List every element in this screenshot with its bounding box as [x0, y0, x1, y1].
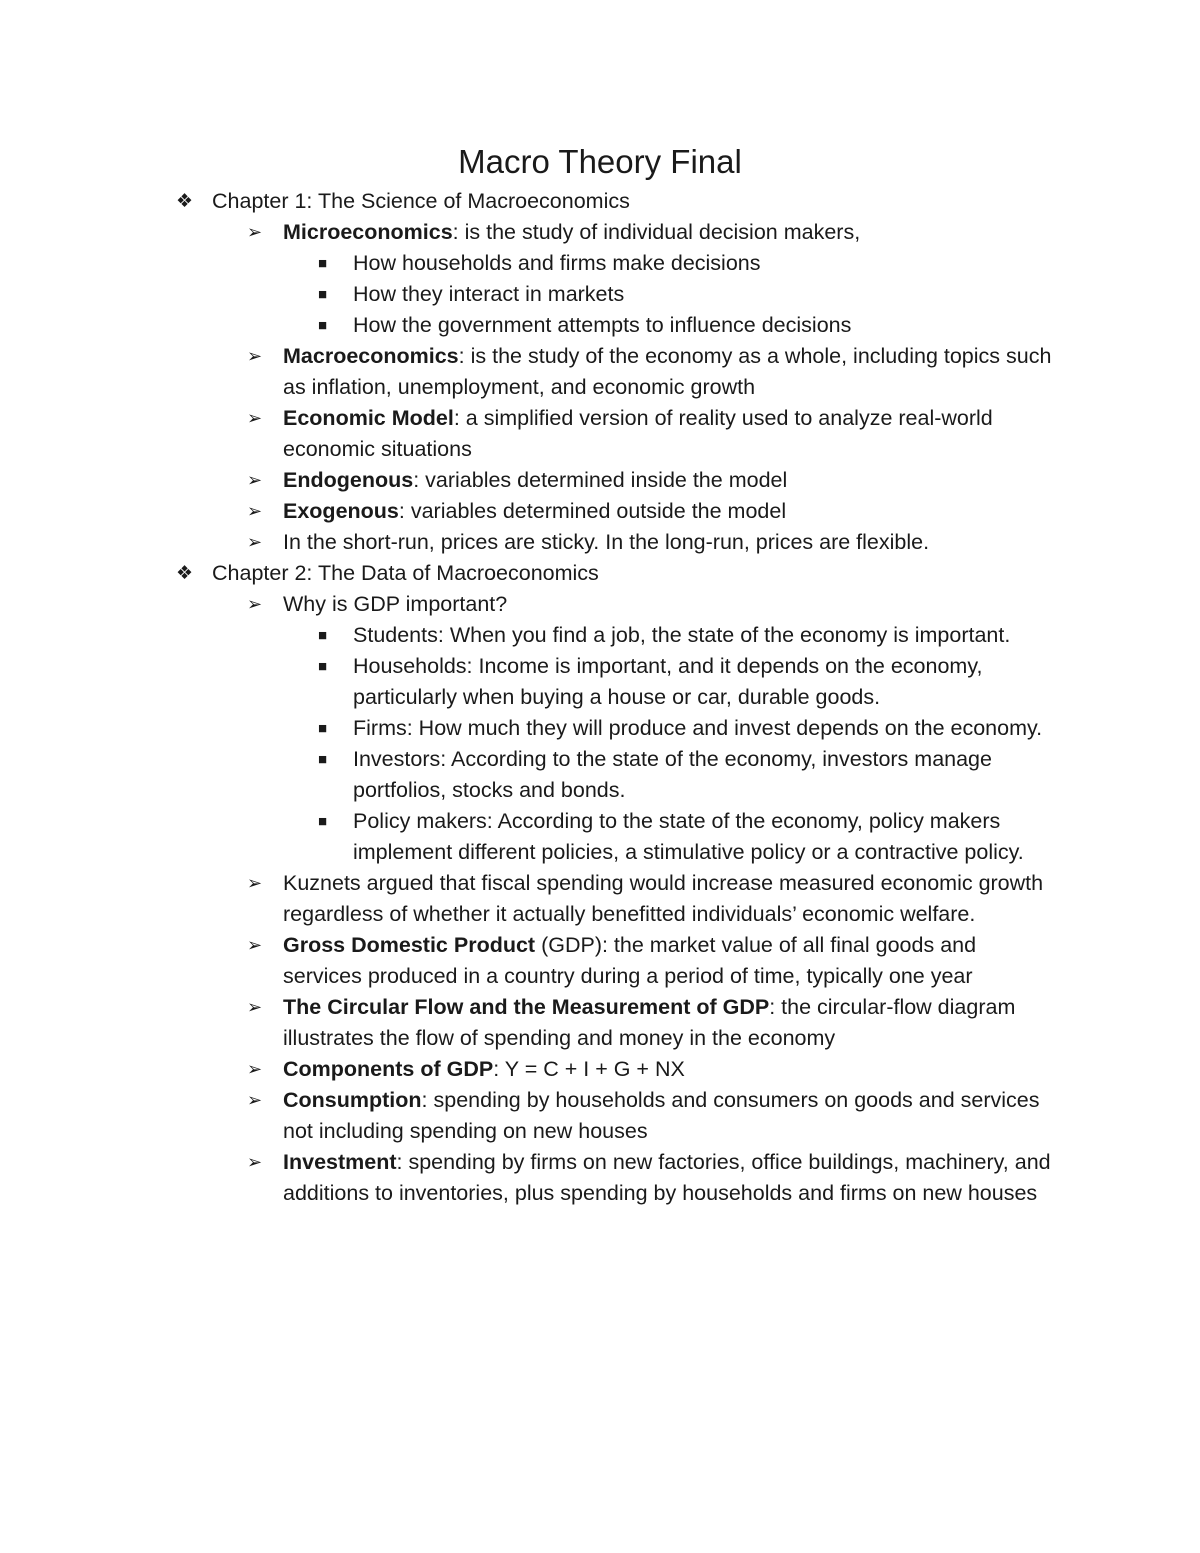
term: Consumption: [283, 1088, 422, 1112]
list-item: [0, 341, 1200, 403]
definition: : spending by firms on new factories, office buildings, machinery, and additions to inventories, plus spending by households and firms on new houses: [283, 1150, 1051, 1205]
definition: : the circular-flow diagram illustrates the flow of spending and money in the economy: [283, 995, 1016, 1050]
list-item: [0, 992, 1200, 1054]
term: Investment: [283, 1150, 397, 1174]
square-bullet-icon: ■: [318, 255, 328, 272]
arrow-bullet-icon: ➢: [247, 873, 263, 893]
arrow-bullet-icon: ➢: [247, 1059, 263, 1079]
chapter-title: Chapter 1: The Science of Macroeconomics: [212, 189, 630, 213]
definition: : is the study of individual decision makers,: [452, 220, 861, 244]
chapter-title: Chapter 2: The Data of Macroeconomics: [212, 561, 599, 585]
arrow-bullet-icon: ➢: [247, 222, 263, 242]
notes-outline: [0, 186, 1200, 1209]
sub-list-item: ■ Policy makers: According to the state of the economy, policy makers implement different policies, a stimulative policy or a contractive policy.: [0, 806, 1200, 868]
list-item: [0, 1054, 1200, 1085]
arrow-bullet-icon: ➢: [247, 1152, 263, 1172]
term: Microeconomics: [283, 220, 453, 244]
sub-list-item: ■ How they interact in markets: [0, 279, 1200, 310]
definition: : a simplified version of reality used to analyze real-world economic situations: [283, 406, 993, 461]
arrow-bullet-icon: ➢: [247, 594, 263, 614]
term: Endogenous: [283, 468, 414, 492]
arrow-bullet-icon: ➢: [247, 935, 263, 955]
square-bullet-icon: ■: [318, 720, 328, 737]
arrow-bullet-icon: ➢: [247, 501, 263, 521]
arrow-bullet-icon: ➢: [247, 470, 263, 490]
list-item: [0, 930, 1200, 992]
arrow-bullet-icon: ➢: [247, 346, 263, 366]
definition: : Y = C + I + G + NX: [493, 1057, 685, 1081]
list-item: ➢ Kuznets argued that fiscal spending would increase measured economic growth regardless of whether it actually benefitted individuals’ economic welfare.: [0, 868, 1200, 930]
arrow-bullet-icon: ➢: [247, 1090, 263, 1110]
term: Components of GDP: [283, 1057, 494, 1081]
term: Economic Model: [283, 406, 454, 430]
arrow-bullet-icon: ➢: [247, 997, 263, 1017]
list-item: [0, 1085, 1200, 1147]
square-bullet-icon: ■: [318, 751, 328, 768]
definition: (GDP): the market value of all final goods and services produced in a country during a period of time, typically one year: [283, 933, 977, 988]
diamond-bullet-icon: ❖: [176, 563, 194, 584]
sub-list-item: ■ How households and firms make decisions: [0, 248, 1200, 279]
sub-list-item: ■ Households: Income is important, and it depends on the economy, particularly when buying a house or car, durable goods.: [0, 651, 1200, 713]
sub-list-item: ■ How the government attempts to influence decisions: [0, 310, 1200, 341]
square-bullet-icon: ■: [318, 813, 328, 830]
square-bullet-icon: ■: [318, 317, 328, 334]
term: Macroeconomics: [283, 344, 459, 368]
list-item: [0, 217, 1200, 248]
definition: : spending by households and consumers on goods and services not including spending on new houses: [283, 1088, 1040, 1143]
diamond-bullet-icon: ❖: [176, 191, 194, 212]
square-bullet-icon: ■: [318, 286, 328, 303]
arrow-bullet-icon: ➢: [247, 532, 263, 552]
term: Gross Domestic Product: [283, 933, 536, 957]
chapter-heading: [0, 558, 1200, 589]
definition: : variables determined outside the model: [398, 499, 787, 523]
square-bullet-icon: ■: [318, 658, 328, 675]
list-item: [0, 1147, 1200, 1209]
list-item: ➢ In the short-run, prices are sticky. In the long-run, prices are flexible.: [0, 527, 1200, 558]
list-item: [0, 496, 1200, 527]
square-bullet-icon: ■: [318, 627, 328, 644]
list-item: [0, 403, 1200, 465]
definition: : variables determined inside the model: [413, 468, 788, 492]
list-item: [0, 465, 1200, 496]
term: Exogenous: [283, 499, 399, 523]
definition: : is the study of the economy as a whole, including topics such as inflation, unemployment, and economic growth: [283, 344, 1052, 399]
document-title: Macro Theory Final: [458, 143, 742, 180]
sub-list-item: ■ Students: When you find a job, the state of the economy is important.: [0, 620, 1200, 651]
chapter-heading: [0, 186, 1200, 217]
sub-list-item: ■ Firms: How much they will produce and invest depends on the economy.: [0, 713, 1200, 744]
list-item: ➢ Why is GDP important?: [0, 589, 1200, 620]
arrow-bullet-icon: ➢: [247, 408, 263, 428]
term: The Circular Flow and the Measurement of GDP: [283, 995, 770, 1019]
sub-list-item: ■ Investors: According to the state of the economy, investors manage portfolios, stocks and bonds.: [0, 744, 1200, 806]
